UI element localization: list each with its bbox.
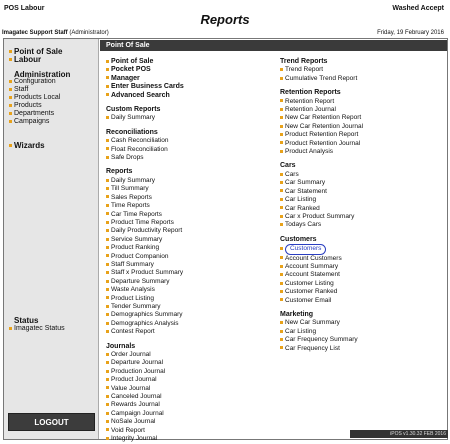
section-heading: Cars [280, 162, 296, 170]
report-link-label: Product Journal [111, 376, 157, 384]
report-link[interactable] [280, 98, 440, 106]
report-link-label: Product Retention Journal [285, 139, 361, 147]
report-link[interactable] [280, 179, 440, 187]
report-link-label: Car Frequency List [285, 344, 340, 352]
bullet-icon [280, 125, 283, 128]
section-heading: Journals [106, 342, 136, 350]
report-link[interactable] [280, 213, 440, 221]
bullet-icon [280, 133, 283, 136]
report-link[interactable] [106, 286, 266, 294]
report-link[interactable] [280, 336, 440, 344]
report-link[interactable] [106, 211, 266, 219]
report-link-label: Pocket POS [111, 66, 151, 74]
bullet-icon [106, 179, 109, 182]
main-panel [100, 39, 447, 443]
report-link-label: Todays Cars [285, 221, 322, 229]
bullet-icon [9, 96, 12, 99]
section-heading: Reports [106, 168, 133, 176]
bullet-icon [106, 204, 109, 207]
report-link[interactable] [106, 427, 266, 435]
report-column-right [280, 58, 440, 353]
user-role: (Administrator) [69, 30, 109, 36]
report-link-label: Advanced Search [111, 91, 170, 99]
bullet-icon [106, 212, 109, 215]
sidebar-item-label: Wizards [14, 141, 45, 150]
sidebar-item-labour[interactable] [9, 55, 41, 64]
report-link-label: Daily Productivity Report [111, 227, 183, 235]
bullet-icon [280, 173, 283, 176]
bullet-icon [106, 93, 109, 96]
report-link[interactable] [106, 66, 266, 74]
bullet-icon [280, 181, 283, 184]
report-link[interactable] [106, 278, 266, 286]
report-link[interactable] [106, 236, 266, 244]
report-link[interactable] [106, 261, 266, 269]
bullet-icon [106, 187, 109, 190]
report-link-label: Account Statement [285, 271, 340, 279]
bullet-icon [106, 229, 109, 232]
report-link[interactable] [106, 351, 266, 359]
bullet-icon [106, 313, 109, 316]
report-link[interactable] [106, 303, 266, 311]
bullet-icon [280, 141, 283, 144]
report-link-label: NoSale Journal [111, 418, 156, 426]
bullet-icon [106, 353, 109, 356]
report-link[interactable] [280, 114, 440, 122]
report-link-label: Demographics Summary [111, 311, 183, 319]
report-link[interactable] [280, 205, 440, 213]
report-link[interactable] [106, 320, 266, 328]
sidebar-item-label: Products Local [14, 94, 61, 101]
bullet-icon [9, 144, 12, 147]
report-link-label: Car Listing [285, 196, 317, 204]
bullet-icon [280, 150, 283, 153]
sidebar-item-imagatec-status[interactable] [9, 325, 65, 332]
report-link[interactable] [280, 221, 440, 229]
report-link-label: Car x Product Summary [285, 212, 355, 220]
report-link[interactable] [106, 194, 266, 202]
report-link-label: Production Journal [111, 367, 166, 375]
bullet-icon [106, 437, 109, 440]
report-link-label: Account Customers [285, 254, 342, 262]
report-link-label: Car Statement [285, 187, 327, 195]
report-link-label: Manager [111, 74, 140, 82]
section-heading: Custom Reports [106, 106, 161, 114]
report-link-label: Retention Report [285, 97, 335, 105]
bullet-icon [106, 263, 109, 266]
report-link[interactable] [106, 137, 266, 145]
report-link[interactable] [106, 114, 266, 122]
report-link-label: Product Ranking [111, 244, 160, 252]
bullet-icon [106, 395, 109, 398]
report-link-label: Car Ranked [285, 204, 320, 212]
report-link-label: Enter Business Cards [111, 83, 184, 91]
sidebar-item-label: Campaigns [14, 118, 50, 125]
report-link-label: Staff Summary [111, 260, 154, 268]
sidebar-item[interactable] [9, 94, 60, 101]
section-heading: Retention Reports [280, 89, 341, 97]
bullet-icon [280, 273, 283, 276]
report-link[interactable] [106, 385, 266, 393]
report-link[interactable] [106, 227, 266, 235]
report-link-label: Product Listing [111, 294, 154, 302]
bullet-icon [280, 282, 283, 285]
report-link[interactable] [106, 359, 266, 367]
sidebar-heading-administration: Administration [14, 70, 71, 79]
bullet-icon [280, 215, 283, 218]
bullet-icon [280, 198, 283, 201]
report-link-label: Daily Summary [111, 176, 156, 184]
report-link[interactable] [280, 188, 440, 196]
bullet-icon [106, 195, 109, 198]
report-link[interactable] [106, 435, 266, 443]
report-link[interactable] [280, 345, 440, 353]
report-link[interactable] [280, 66, 440, 74]
report-link[interactable] [280, 244, 440, 254]
report-link-label: Staff x Product Summary [111, 269, 184, 277]
bullet-icon [106, 361, 109, 364]
sidebar [4, 39, 99, 439]
report-link[interactable] [280, 288, 440, 296]
report-link-label: Car Listing [285, 327, 317, 335]
top-right-status: Washed Accept [392, 5, 444, 12]
report-link[interactable] [280, 131, 440, 139]
report-link-label: Point of Sale [111, 58, 154, 65]
bullet-icon [280, 223, 283, 226]
report-link-label: New Car Summary [285, 319, 340, 327]
sidebar-item[interactable] [9, 86, 28, 93]
top-left-menu[interactable]: POS Labour [4, 5, 45, 12]
report-link-label: Demographics Analysis [111, 319, 179, 327]
report-link[interactable] [106, 418, 266, 426]
report-link[interactable] [106, 177, 266, 185]
report-link-label: Retention Journal [285, 106, 336, 114]
bullet-icon [280, 346, 283, 349]
report-link-label: Cumulative Trend Report [285, 74, 358, 82]
report-link-label: Tender Summary [111, 302, 161, 310]
bullet-icon [280, 338, 283, 341]
bullet-icon [9, 327, 12, 330]
report-link-label: Campaign Journal [111, 409, 164, 417]
sidebar-item-label: Staff [14, 86, 29, 93]
bullet-icon [106, 68, 109, 71]
report-link-label: Cash Reconciliation [111, 137, 169, 145]
bullet-icon [106, 280, 109, 283]
report-link-label: Customer Ranked [285, 288, 338, 296]
bullet-icon [106, 420, 109, 423]
report-link[interactable] [280, 255, 440, 263]
bullet-icon [106, 116, 109, 119]
logout-button[interactable]: LOGOUT [8, 413, 95, 431]
bullet-icon [106, 221, 109, 224]
bullet-icon [9, 112, 12, 115]
report-link-label: Customers [285, 244, 326, 254]
report-link-label: Contest Report [111, 328, 155, 336]
report-link[interactable] [106, 185, 266, 193]
report-link[interactable] [106, 219, 266, 227]
sidebar-item-label: Labour [14, 55, 42, 64]
sidebar-item-label: Point of Sale [14, 47, 63, 56]
report-link[interactable] [106, 368, 266, 376]
report-link-label: Customer Listing [285, 279, 334, 287]
report-link-label: New Car Retention Report [285, 114, 362, 122]
report-link[interactable] [280, 196, 440, 204]
report-link[interactable] [280, 106, 440, 114]
report-link[interactable] [280, 75, 440, 83]
bullet-icon [9, 88, 12, 91]
bullet-icon [106, 403, 109, 406]
report-column-left [106, 58, 266, 443]
report-link[interactable] [106, 58, 266, 66]
section-heading: Marketing [280, 310, 314, 318]
report-link[interactable] [106, 83, 266, 91]
bullet-icon [280, 99, 283, 102]
bullet-icon [9, 50, 12, 53]
report-link[interactable] [106, 92, 266, 100]
bullet-icon [280, 330, 283, 333]
report-link[interactable] [280, 263, 440, 271]
report-link-label: New Car Retention Journal [285, 122, 364, 130]
sidebar-heading-status: Status [14, 316, 39, 325]
bullet-icon [280, 116, 283, 119]
bullet-icon [106, 147, 109, 150]
report-link-label: Safe Drops [111, 154, 144, 162]
bullet-icon [106, 322, 109, 325]
report-link-label: Cars [285, 170, 299, 178]
report-link-label: Departure Journal [111, 359, 164, 367]
report-link[interactable] [280, 319, 440, 327]
bullet-icon [9, 104, 12, 107]
bullet-icon [106, 85, 109, 88]
report-link-label: Rewards Journal [111, 401, 160, 409]
bullet-icon [280, 321, 283, 324]
report-link[interactable] [106, 311, 266, 319]
report-link[interactable] [106, 146, 266, 154]
report-link-label: Car Summary [285, 179, 326, 187]
report-link-label: Order Journal [111, 351, 151, 358]
section-heading: Reconciliations [106, 128, 158, 136]
report-link-label: Integrity Journal [111, 435, 158, 443]
report-link-label: Till Summary [111, 185, 149, 193]
report-link-label: Account Summary [285, 262, 339, 270]
report-link-label: Product Analysis [285, 148, 334, 156]
sidebar-item-label: Products [14, 102, 42, 109]
report-link-label: Trend Report [285, 66, 324, 74]
sidebar-item[interactable] [9, 110, 54, 117]
bullet-icon [106, 246, 109, 249]
bullet-icon [280, 298, 283, 301]
report-link[interactable] [106, 295, 266, 303]
bullet-icon [280, 247, 283, 250]
bullet-icon [106, 296, 109, 299]
current-date: Friday, 19 February 2016 [377, 30, 444, 36]
bullet-icon [106, 412, 109, 415]
content-frame [3, 38, 448, 443]
report-link[interactable] [106, 328, 266, 336]
bullet-icon [106, 156, 109, 159]
bullet-icon [106, 305, 109, 308]
section-heading: Trend Reports [280, 58, 328, 65]
report-link-label: Value Journal [111, 384, 151, 392]
bullet-icon [9, 80, 12, 83]
report-link[interactable] [106, 401, 266, 409]
report-link-label: Customer Email [285, 296, 332, 304]
report-link[interactable] [280, 123, 440, 131]
sidebar-item[interactable] [9, 102, 42, 109]
bullet-icon [106, 238, 109, 241]
section-heading: Customers [280, 235, 317, 243]
report-link[interactable] [106, 410, 266, 418]
bullet-icon [106, 378, 109, 381]
sidebar-item-label: Configuration [14, 78, 56, 85]
page-title: Reports [200, 12, 250, 27]
bullet-icon [106, 76, 109, 79]
report-link-label: Waste Analysis [111, 286, 155, 294]
report-link[interactable] [280, 271, 440, 279]
report-link-label: Sales Reports [111, 193, 152, 201]
report-link[interactable] [106, 244, 266, 252]
version-footer: iPOS v1.30.32 FEB 2016 [350, 430, 448, 438]
report-link-label: Time Reports [111, 202, 150, 210]
bullet-icon [106, 288, 109, 291]
bullet-icon [106, 330, 109, 333]
sidebar-item[interactable] [9, 118, 49, 125]
bullet-icon [106, 428, 109, 431]
bullet-icon [280, 189, 283, 192]
bullet-icon [106, 60, 109, 63]
bullet-icon [106, 139, 109, 142]
user-info [2, 30, 109, 36]
bullet-icon [106, 271, 109, 274]
bullet-icon [280, 256, 283, 259]
top-bar [0, 0, 450, 40]
report-link-label: Float Reconciliation [111, 145, 168, 153]
report-link-label: Product Time Reports [111, 218, 174, 226]
report-link[interactable] [106, 269, 266, 277]
bullet-icon [280, 265, 283, 268]
report-link-label: Departure Summary [111, 277, 170, 285]
report-link[interactable] [280, 171, 440, 179]
sidebar-item-label: Departments [14, 110, 55, 117]
bullet-icon [106, 254, 109, 257]
panel-title: Point Of Sale [100, 40, 447, 51]
report-link[interactable] [280, 297, 440, 305]
report-link[interactable] [280, 280, 440, 288]
report-link-label: Product Retention Report [285, 131, 359, 139]
report-link-label: Car Frequency Summary [285, 336, 358, 344]
report-link[interactable] [106, 154, 266, 162]
report-link-label: Car Time Reports [111, 210, 162, 218]
sidebar-item[interactable] [9, 78, 56, 85]
report-link[interactable] [106, 75, 266, 83]
bullet-icon [106, 386, 109, 389]
report-link[interactable] [106, 376, 266, 384]
bullet-icon [280, 77, 283, 80]
bullet-icon [106, 370, 109, 373]
report-link[interactable] [280, 140, 440, 148]
report-link[interactable] [106, 253, 266, 261]
bullet-icon [280, 68, 283, 71]
bullet-icon [280, 290, 283, 293]
sidebar-item-wizards[interactable] [9, 141, 45, 150]
report-link-label: Daily Summary [111, 114, 156, 122]
bullet-icon [280, 206, 283, 209]
report-link-label: Canceled Journal [111, 393, 162, 401]
report-link[interactable] [280, 148, 440, 156]
report-link[interactable] [280, 328, 440, 336]
bullet-icon [9, 58, 12, 61]
report-link[interactable] [106, 393, 266, 401]
report-link-label: Product Companion [111, 252, 169, 260]
report-link-label: Service Summary [111, 235, 163, 243]
bullet-icon [280, 108, 283, 111]
report-link-label: Void Report [111, 426, 145, 434]
sidebar-item-label: Imagatec Status [14, 325, 65, 332]
report-link[interactable] [106, 202, 266, 210]
user-name: Imagatec Support Staff [2, 30, 68, 36]
bullet-icon [9, 120, 12, 123]
